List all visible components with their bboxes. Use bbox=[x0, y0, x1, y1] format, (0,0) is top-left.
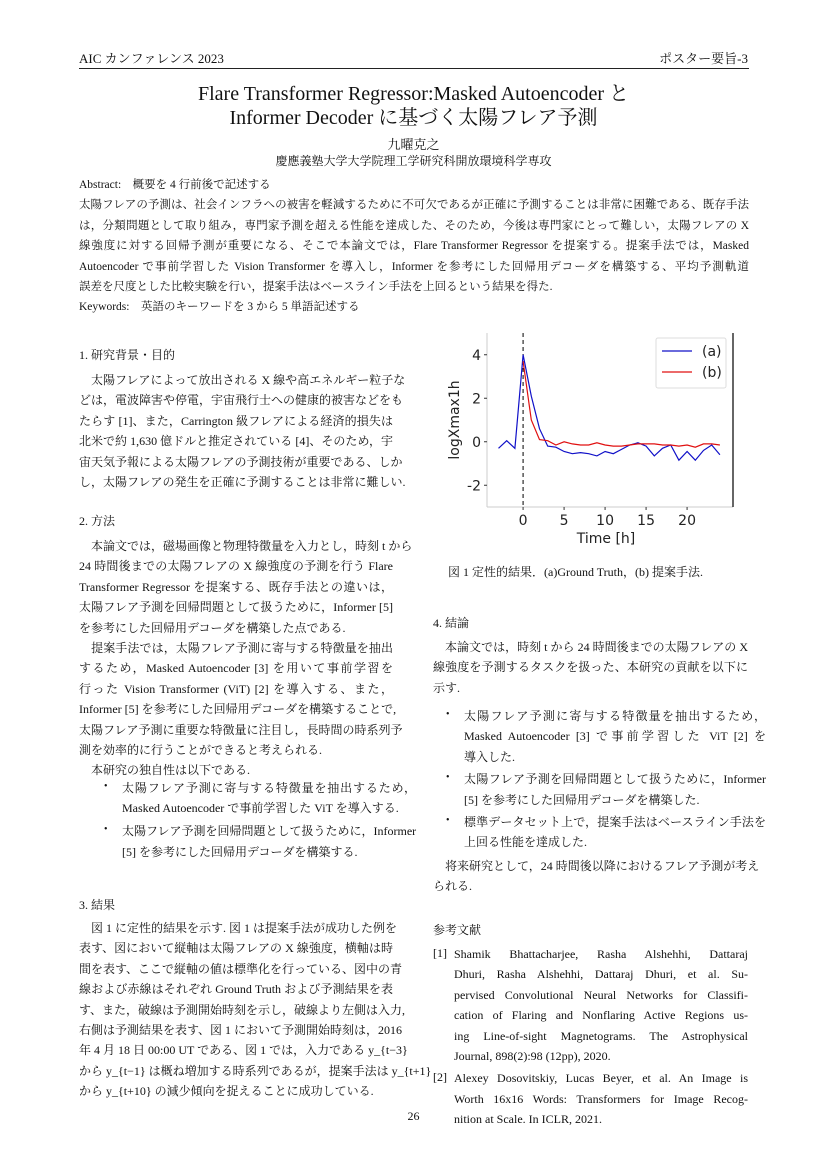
reference-number: [2] bbox=[433, 1070, 447, 1085]
reference-entry bbox=[454, 944, 748, 1066]
y-tick-label: 2 bbox=[472, 391, 481, 408]
section-3-paragraph bbox=[79, 918, 432, 1102]
text-line: 示す. bbox=[433, 680, 461, 695]
page-number: 26 bbox=[407, 1109, 420, 1123]
affiliation: 慶應義塾大学大学院理工学研究科開放環境科学専攻 bbox=[275, 154, 552, 168]
text-line: 線強度に対する回帰予測が重要になる、そこで本論文では，Flare Transformer Regressor を提案する。提案手法では，Masked bbox=[79, 240, 749, 253]
text-line: 本論文では，磁場画像と物理特徴量を入力とし，時刻 t から bbox=[79, 539, 413, 553]
section-4-heading: 4. 結論 bbox=[433, 616, 470, 630]
text-line: Journal, 898(2):98 (12pp), 2020. bbox=[454, 1048, 611, 1063]
text-line: 24 時間後までの太陽フレアの X 線強度の予測を行う Flare bbox=[79, 559, 393, 574]
text-line: 本論文では，時刻 t から 24 時間後までの太陽フレアの X bbox=[433, 640, 748, 654]
abstract bbox=[79, 175, 749, 318]
paper-title-line-1: Flare Transformer Regressor:Masked Autoencoder と bbox=[197, 83, 630, 105]
text-line: す、また，破線は予測開始時刻を示し，破線より左側は入力, bbox=[79, 1002, 406, 1017]
text-line: [5] を参考にした回帰用デコーダを構築した. bbox=[464, 792, 700, 807]
text-line: 線および赤線はそれぞれ Ground Truth および予測結果を表 bbox=[79, 982, 393, 997]
text-line: 本研究の独自性は以下である. bbox=[79, 763, 251, 777]
text-line: たらす [1]、また，Carrington 級フレアによる経済的損失は bbox=[79, 413, 393, 428]
author: 九曜克之 bbox=[387, 137, 440, 152]
section-2-paragraph-2 bbox=[79, 638, 403, 760]
bullet-icon: • bbox=[104, 781, 108, 792]
section-2-paragraph-1 bbox=[79, 536, 413, 638]
reference-entry bbox=[454, 1068, 748, 1129]
text-line: Masked Autoencoder [3] で事前学習した ViT [2] を bbox=[464, 729, 766, 744]
x-tick-label: 10 bbox=[596, 513, 614, 529]
text-line: 太陽フレア予測に重要な特徴量に注目し，長時間の時系列予 bbox=[79, 722, 403, 737]
text-line: 標準データセット上で，提案手法はベースライン手法を bbox=[464, 815, 766, 829]
text-line: pervised Convolutional Neural Networks for Classifi- bbox=[454, 987, 748, 1002]
text-line: Masked Autoencoder で事前学習した ViT を導入する. bbox=[122, 801, 399, 816]
text-line: Alexey Dosovitskiy, Lucas Beyer, et al. An Image is bbox=[454, 1071, 748, 1086]
text-line: 将来研究として，24 時間後以降におけるフレア予測が考え bbox=[433, 859, 760, 873]
text-line: 提案手法では，太陽フレア予測に寄与する特徴量を抽出 bbox=[79, 641, 393, 655]
text-line: 導入した. bbox=[464, 749, 516, 764]
x-tick-label: 0 bbox=[518, 513, 528, 529]
running-header-left: AIC カンファレンス 2023 bbox=[79, 51, 224, 66]
text-line: られる. bbox=[433, 879, 473, 894]
text-line: cation of Flaring and Nonflaring Active Regions us- bbox=[454, 1008, 748, 1023]
keywords: Keywords: 英語のキーワードを 3 から 5 単語記述する bbox=[79, 301, 360, 314]
text-line: Dhuri, Rasha Alshehhi, Dattaraj Dhuri, et al. Su- bbox=[454, 967, 748, 982]
text-line: 北米で約 1,630 億ドルと推定されている [4]、そのため，宇 bbox=[79, 434, 393, 449]
reference-number: [1] bbox=[433, 946, 447, 960]
text-line: 線強度を予測するタスクを扱った、本研究の貢献を以下に bbox=[433, 660, 748, 675]
bullet-icon: • bbox=[446, 772, 450, 784]
y-tick-label: -2 bbox=[467, 478, 481, 495]
text-line: 図 1 に定性的結果を示す. 図 1 は提案手法が成功した例を bbox=[79, 921, 398, 935]
text-line: 太陽フレア予測に寄与する特徴量を抽出するため， bbox=[122, 781, 416, 795]
text-line: ing Line-of-sight Magnetograms. The Astrophysical bbox=[454, 1028, 748, 1043]
y-axis-label: logXmax1h bbox=[447, 380, 463, 460]
text-line: Informer [5] を参考にした回帰用デコーダを構築することで, bbox=[79, 702, 397, 717]
text-line: nition at Scale. In ICLR, 2021. bbox=[454, 1112, 602, 1127]
section-1-paragraph bbox=[79, 370, 406, 492]
text-line: 太陽フレア予測を回帰問題として扱うために，Informer bbox=[464, 772, 766, 787]
text-line: 太陽フレア予測に寄与する特徴量を抽出するため， bbox=[464, 709, 766, 723]
text-line: から y_{t−1} は概ね増加する時系列であるが，提案手法は y_{t+1} bbox=[79, 1063, 432, 1078]
text-line: Transformer Regressor を提案する、既存手法との違いは， bbox=[79, 579, 393, 594]
text-line: 年 4 月 18 日 00:00 UT である、図 1 では，入力である y_{t−3} bbox=[79, 1043, 408, 1058]
x-tick-label: 20 bbox=[678, 513, 696, 529]
text-line: 右側は予測結果を表す、図 1 において予測開始時刻は，2016 bbox=[79, 1022, 403, 1037]
paper-title-line-2: Informer Decoder に基づく太陽フレア予測 bbox=[229, 107, 598, 129]
text-line: Autoencoder で事前学習した Vision Transformer を導入し，Informer を参考にした回帰用デコーダを構築する、平均予測軌道 bbox=[79, 260, 749, 273]
bullet-item bbox=[122, 821, 416, 862]
y-tick-label: 4 bbox=[472, 347, 481, 364]
section-4-paragraph-2 bbox=[433, 856, 760, 897]
y-tick-label: 0 bbox=[472, 434, 481, 451]
text-line: どは，電波障害や停電，宇宙飛行士への健康的被害などをも bbox=[79, 393, 404, 408]
section-3-heading: 3. 結果 bbox=[79, 898, 116, 912]
x-axis-label: Time [h] bbox=[576, 531, 636, 547]
bullet-icon: • bbox=[104, 824, 108, 836]
x-tick-label: 15 bbox=[637, 513, 655, 529]
figure-1-caption: 図 1 定性的結果．(a)Ground Truth，(b) 提案手法. bbox=[448, 565, 703, 579]
bullet-icon: • bbox=[446, 815, 450, 826]
text-line: 間を表す、ここで縦軸の値は標準化を行っている、図中の青 bbox=[79, 961, 403, 976]
text-line: するため，Masked Autoencoder [3] を用いて事前学習を bbox=[79, 661, 393, 676]
header-rule bbox=[79, 68, 749, 69]
text-line: 宙天気予報による太陽フレアの予測技術が重要である、しか bbox=[79, 454, 403, 469]
text-line: は，分類問題として取り組み，専門家予測を超える性能を達成した、そのため，今後は専門家にとって難しい，太陽フレアの X bbox=[79, 219, 749, 232]
text-line: 太陽フレアによって放出される X 線や高エネルギー粒子な bbox=[79, 373, 406, 387]
running-header-right: ポスター要旨-3 bbox=[659, 51, 748, 66]
figure-1-chart bbox=[430, 320, 760, 550]
text-line: から y_{t+10} の減少傾向を捉えることに成功している. bbox=[79, 1084, 374, 1099]
section-4-paragraph-1 bbox=[433, 637, 748, 698]
text-line: Worth 16x16 Words: Transformers for Image Recog- bbox=[454, 1091, 748, 1106]
section-1-heading: 1. 研究背景・目的 bbox=[79, 348, 176, 362]
text-line: 上回る性能を達成した. bbox=[464, 835, 588, 850]
abstract-body bbox=[79, 195, 749, 297]
legend-label: (a) bbox=[702, 344, 722, 360]
text-line: 太陽フレアの予測は、社会インフラへの被害を軽減するために不可欠であるが正確に予測することは非常に困難である、既存手法 bbox=[79, 199, 749, 212]
text-line: 太陽フレア予測を回帰問題として扱うために，Informer [5] bbox=[79, 600, 393, 615]
legend-label: (b) bbox=[702, 365, 722, 381]
references-heading: 参考文献 bbox=[433, 923, 482, 937]
bullet-item bbox=[464, 769, 766, 810]
bullet-item bbox=[464, 706, 766, 767]
text-line: を参考にした回帰用デコーダを構築した点である. bbox=[79, 620, 346, 635]
text-line: 行った Vision Transformer (ViT) [2] を導入する、また， bbox=[79, 681, 393, 696]
text-line: 太陽フレア予測を回帰問題として扱うために，Informer bbox=[122, 824, 417, 839]
text-line: 表す、図において縦軸は太陽フレアの X 線強度，横軸は時 bbox=[79, 941, 393, 956]
text-line: し，太陽フレアの発生を正確に予測することは非常に難しい. bbox=[79, 474, 406, 489]
text-line: Shamik Bhattacharjee, Rasha Alshehhi, Dattaraj bbox=[454, 947, 748, 961]
x-tick-label: 5 bbox=[559, 513, 569, 529]
text-line: 誤差を尺度とした比較実験を行い，提案手法はベースライン手法を上回るという結果を得た. bbox=[79, 280, 553, 293]
section-2-heading: 2. 方法 bbox=[79, 514, 116, 528]
text-line: [5] を参考にした回帰用デコーダを構築する. bbox=[122, 844, 358, 859]
abstract-label: Abstract: 概要を 4 行前後で記述する bbox=[79, 179, 271, 191]
bullet-icon: • bbox=[446, 709, 450, 720]
bullet-item bbox=[464, 812, 766, 853]
bullet-item bbox=[122, 778, 416, 819]
text-line: 測を効率的に行うことができると考えられる. bbox=[79, 742, 323, 757]
